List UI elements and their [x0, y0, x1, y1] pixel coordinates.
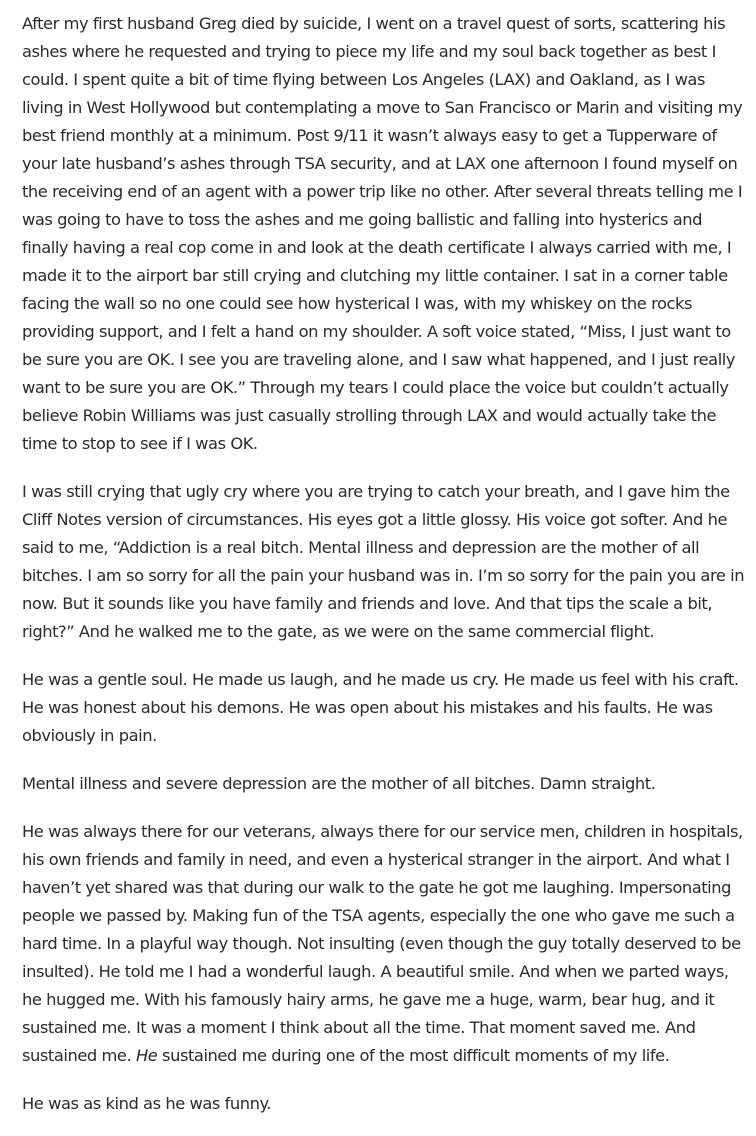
paragraph-veterans: [22, 818, 746, 1070]
paragraph-airport-story: After my first husband Greg died by suicide, I went on a travel quest of sorts, scattering his ashes where he requested and trying to piece my life and my soul back together as best I could. I spent quite a bit of time flying between Los Angeles (LAX) and Oakland, as I was living in West Hollywood but contemplating a move to San Francisco or Marin and visiting my best friend monthly at a minimum. Post 9/11 it wasn’t always easy to get a Tupperware of your late husband’s ashes through TSA security, and at LAX one afternoon I found myself on the receiving end of an agent with a power trip like no other. After several threats telling me I was going to have to toss the ashes and me going ballistic and falling into hysterics and finally having a real cop come in and look at the death certificate I always carried with me, I made it to the airport bar still crying and clutching my little container. I sat in a corner table facing the wall so no one could see how hysterical I was, with my whiskey on the rocks providing support, and I felt a hand on my shoulder. A soft voice stated, “Miss, I just want to be sure you are OK. I see you are traveling alone, and I saw what happened, and I just really want to be sure you are OK.” Through my tears I could place the voice but couldn’t actually believe Robin Williams was just casually strolling through LAX and would actually take the time to stop to see if I was OK.: [22, 14, 743, 453]
article-body: [22, 10, 746, 1118]
paragraph-mental-illness: Mental illness and severe depression are the mother of all bitches. Damn straight.: [22, 774, 656, 793]
emphasis-he: He: [135, 1046, 158, 1065]
paragraph-veterans-end: sustained me during one of the most difficult moments of my life.: [157, 1046, 670, 1065]
paragraph-gentle-soul: He was a gentle soul. He made us laugh, and he made us cry. He made us feel with his craft. He was honest about his demons. He was open about his mistakes and his faults. He was obviously in pain.: [22, 670, 739, 745]
paragraph-veterans-text: He was always there for our veterans, always there for our service men, children in hospitals, his own friends and family in need, and even a hysterical stranger in the airport. And what I haven’t yet shared was that during our walk to the gate he got me laughing. Impersonating people we passed by. Making fun of the TSA agents, especially the one who gave me such a hard time. In a playful way though. Not insulting (even though the guy totally deserved to be insulted). He told me I had a wonderful laugh. A beautiful smile. And when we parted ways, he hugged me. With his famously hairy arms, he gave me a huge, warm, bear hug, and it sustained me. It was a moment I think about all the time. That moment saved me. And sustained me.: [22, 822, 743, 1065]
paragraph-kind-funny: He was as kind as he was funny.: [22, 1094, 272, 1113]
paragraph-cliff-notes: I was still crying that ugly cry where you are trying to catch your breath, and I gave him the Cliff Notes version of circumstances. His eyes got a little glossy. His voice got softer. And he said to me, “Addiction is a real bitch. Mental illness and depression are the mother of all bitches. I am so sorry for all the pain your husband was in. I’m so sorry for the pain you are in now. But it sounds like you have family and friends and love. And that tips the scale a bit, right?” And he walked me to the gate, as we were on the same commercial flight.: [22, 482, 745, 641]
